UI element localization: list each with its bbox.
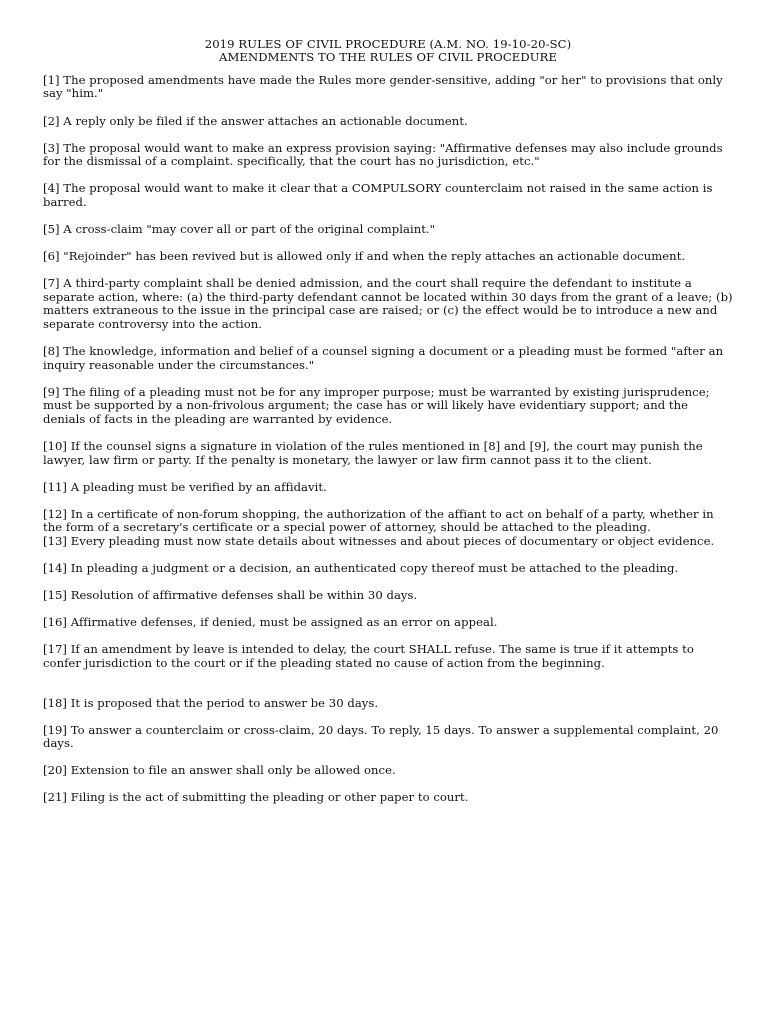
rule-item-4: [4] The proposal would want to make it clear that a COMPULSORY counterclaim not raised in the same action is barred. [43,181,713,209]
rule-item-20: [20] Extension to file an answer shall only be allowed once. [43,763,396,778]
rule-item-9: [9] The filing of a pleading must not be for any improper purpose; must be warranted by existing jurisprudence; must be supported by a non-frivolous argument; the case has or will likely have evidentiary support; and the denials of facts in the pleading are warranted by evidence. [43,384,710,426]
rule-item-13: [13] Every pleading must now state details about witnesses and about pieces of documentary or object evidence. [43,533,715,548]
rule-item-19: [19] To answer a counterclaim or cross-claim, 20 days. To reply, 15 days. To answer a supplemental complaint, 20 days. [43,722,719,751]
title-line-2: AMENDMENTS TO THE RULES OF CIVIL PROCEDURE [218,50,558,65]
rule-item-15: [15] Resolution of affirmative defenses shall be within 30 days. [43,588,418,603]
rule-item-3: [3] The proposal would want to make an express provision saying: "Affirmative defenses may also include grounds for the dismissal of a complaint. specifically, that the court has no jurisdiction, etc." [43,140,723,169]
title-line-1: 2019 RULES OF CIVIL PROCEDURE (A.M. NO. 19-10-20-SC) [204,37,572,51]
rule-item-2: [2] A reply only be filed if the answer attaches an actionable document. [43,113,468,128]
rule-item-5: [5] A cross-claim "may cover all or part of the original complaint." [43,221,436,236]
rule-item-12: [12] In a certificate of non-forum shopping, the authorization of the affiant to act on behalf of a party, whether in the form of a secretary's certificate or a special power of attorney, should be attached to the pleading. [43,506,714,535]
rule-item-10: [10] If the counsel signs a signature in violation of the rules mentioned in [8] and [9], the court may punish the lawyer, law firm or party. If the penalty is monetary, the lawyer or law firm cannot pass it to the client. [43,439,703,467]
rule-item-18: [18] It is proposed that the period to answer be 30 days. [43,695,379,710]
rule-item-14: [14] In pleading a judgment or a decision, an authenticated copy thereof must be attached to the pleading. [43,561,679,576]
rule-item-16: [16] Affirmative defenses, if denied, must be assigned as an error on appeal. [43,615,498,630]
document-page [43,38,733,819]
rule-item-6: [6] "Rejoinder" has been revived but is allowed only if and when the reply attaches an actionable document. [43,249,686,264]
rule-item-17: [17] If an amendment by leave is intended to delay, the court SHALL refuse. The same is true if it attempts to confer jurisdiction to the court or if the pleading stated no cause of action from the beginning. [43,642,694,670]
rule-item-7: [7] A third-party complaint shall be denied admission, and the court shall require the defendant to institute a separate action, where: (a) the third-party defendant cannot be located within 30 days from the grant of a leave; (b) matters extraneous to the issue in the principal case are raised; or (c) the effect would be to introduce a new and separate controversy into the action. [43,276,733,331]
rule-item-11: [11] A pleading must be verified by an affidavit. [43,479,327,494]
document-title [43,38,733,65]
rule-item-1: [1] The proposed amendments have made the Rules more gender-sensitive, adding "or her" to provisions that only say "him." [43,72,723,101]
rule-item-8: [8] The knowledge, information and belief of a counsel signing a document or a pleading must be formed "after an inquiry reasonable under the circumstances." [43,344,724,372]
rule-item-21: [21] Filing is the act of submitting the pleading or other paper to court. [43,790,469,805]
